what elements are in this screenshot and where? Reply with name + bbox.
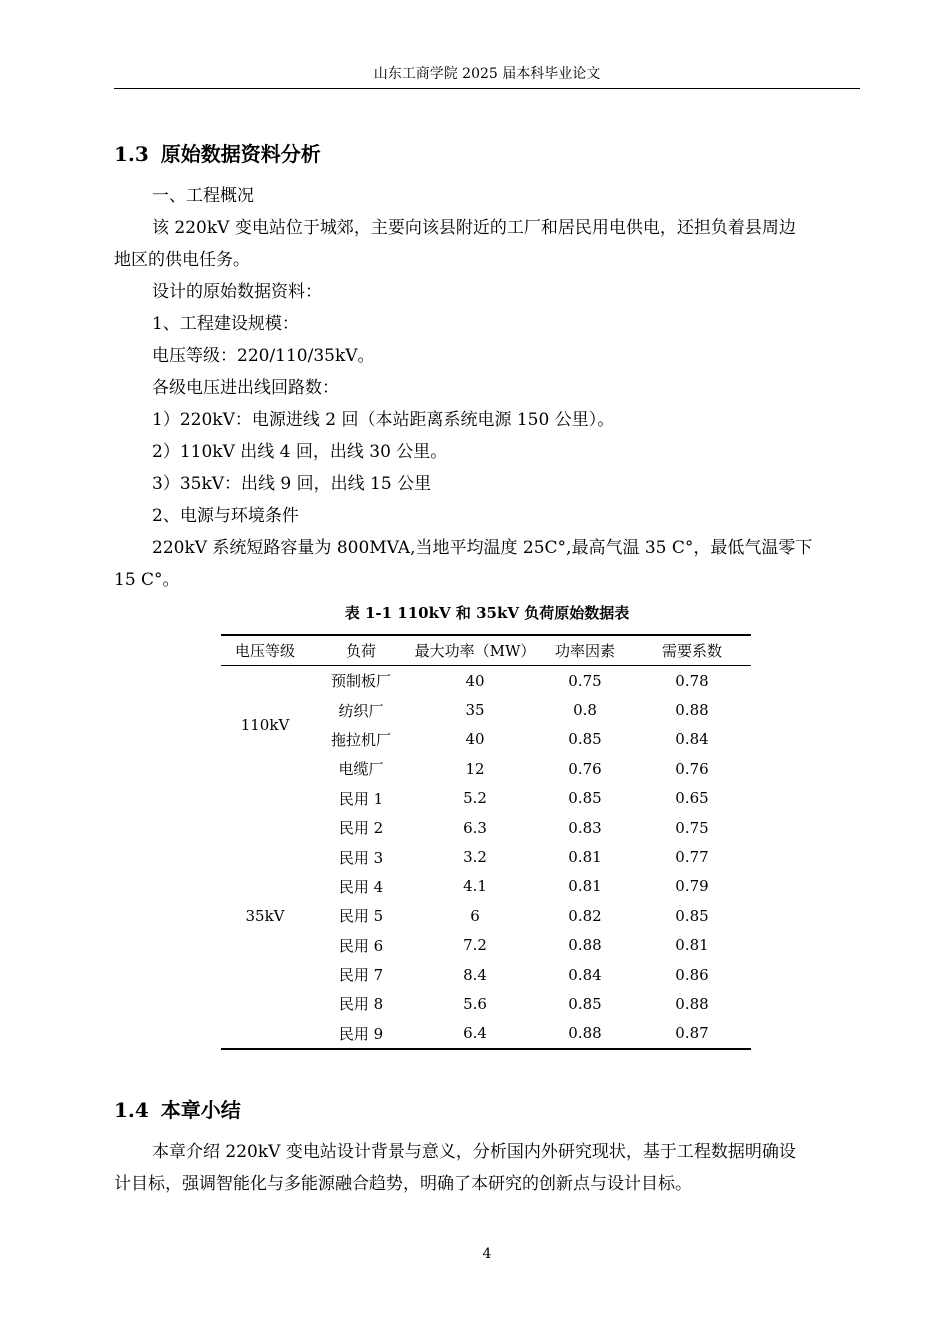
max-power-cell: 6.3 bbox=[463, 818, 487, 837]
max-power-cell: 6.4 bbox=[463, 1024, 487, 1043]
max-power-cell: 5.2 bbox=[463, 789, 487, 808]
demand-factor-cell: 0.79 bbox=[675, 877, 709, 896]
header-rule bbox=[114, 88, 860, 89]
power-factor-cell: 0.85 bbox=[568, 730, 602, 749]
page-number: 4 bbox=[482, 1246, 492, 1262]
demand-factor-cell: 0.88 bbox=[675, 701, 709, 720]
load-name-cell: 民用 6 bbox=[338, 936, 384, 955]
load-data-table bbox=[221, 634, 751, 1050]
demand-factor-cell: 0.81 bbox=[675, 936, 709, 955]
load-name-cell: 拖拉机厂 bbox=[330, 730, 391, 749]
demand-factor-cell: 0.86 bbox=[675, 965, 709, 984]
power-factor-cell: 0.85 bbox=[568, 994, 602, 1013]
load-name-cell: 纺织厂 bbox=[338, 701, 384, 720]
load-name-cell: 民用 7 bbox=[338, 966, 384, 985]
paragraph-line: 220kV 系统短路容量为 800MVA,当地平均温度 25C°,最高气温 35 C°，最低气温零下 bbox=[152, 538, 813, 558]
running-header: 山东工商学院 2025 届本科毕业论文 bbox=[373, 66, 601, 82]
power-factor-cell: 0.75 bbox=[568, 671, 602, 690]
column-header: 电压等级 bbox=[221, 635, 309, 666]
table-row bbox=[221, 666, 751, 696]
paragraph-line: 1）220kV：电源进线 2 回（本站距离系统电源 150 公里）。 bbox=[152, 410, 615, 430]
power-factor-cell: 0.81 bbox=[568, 877, 602, 896]
paragraph-line: 计目标，强调智能化与多能源融合趋势，明确了本研究的创新点与设计目标。 bbox=[114, 1174, 692, 1194]
load-name-cell: 民用 1 bbox=[338, 789, 384, 808]
max-power-cell: 40 bbox=[465, 671, 485, 690]
section-number: 1.3 bbox=[114, 142, 149, 166]
load-name-cell: 民用 3 bbox=[338, 848, 384, 867]
demand-factor-cell: 0.75 bbox=[675, 818, 709, 837]
max-power-cell: 4.1 bbox=[463, 877, 487, 896]
section-heading-1-4 bbox=[114, 1096, 241, 1124]
power-factor-cell: 0.85 bbox=[568, 789, 602, 808]
table-caption: 表 1-1 110kV 和 35kV 负荷原始数据表 bbox=[344, 604, 630, 622]
max-power-cell: 35 bbox=[465, 701, 485, 720]
max-power-cell: 7.2 bbox=[463, 936, 487, 955]
load-name-cell: 预制板厂 bbox=[330, 672, 391, 691]
max-power-cell: 8.4 bbox=[463, 965, 487, 984]
power-factor-cell: 0.82 bbox=[568, 906, 602, 925]
paragraph-line: 2、电源与环境条件 bbox=[152, 506, 299, 526]
column-header: 功率因素 bbox=[537, 635, 633, 666]
load-name-cell: 电缆厂 bbox=[338, 760, 384, 779]
max-power-cell: 6 bbox=[470, 906, 480, 925]
voltage-level-cell: 110kV bbox=[240, 715, 290, 734]
paragraph-line: 地区的供电任务。 bbox=[114, 250, 250, 270]
paragraph-line: 设计的原始数据资料： bbox=[152, 282, 322, 302]
max-power-cell: 12 bbox=[465, 759, 485, 778]
demand-factor-cell: 0.77 bbox=[675, 848, 709, 867]
paragraph-line: 一、工程概况 bbox=[152, 186, 254, 206]
paragraph-line: 3）35kV：出线 9 回，出线 15 公里 bbox=[152, 474, 432, 494]
paragraph-line: 15 C°。 bbox=[114, 570, 180, 590]
demand-factor-cell: 0.85 bbox=[675, 906, 709, 925]
load-name-cell: 民用 8 bbox=[338, 995, 384, 1014]
max-power-cell: 5.6 bbox=[463, 994, 487, 1013]
max-power-cell: 40 bbox=[465, 730, 485, 749]
power-factor-cell: 0.76 bbox=[568, 759, 602, 778]
section-1-4-body bbox=[114, 1136, 860, 1200]
voltage-level-cell: 35kV bbox=[245, 906, 285, 925]
column-header: 负荷 bbox=[309, 635, 413, 666]
paragraph-line: 1、工程建设规模： bbox=[152, 314, 299, 334]
power-factor-cell: 0.81 bbox=[568, 848, 602, 867]
load-name-cell: 民用 5 bbox=[338, 907, 384, 926]
column-header: 需要系数 bbox=[633, 635, 751, 666]
power-factor-cell: 0.88 bbox=[568, 1024, 602, 1043]
demand-factor-cell: 0.76 bbox=[675, 759, 709, 778]
paragraph-line: 电压等级：220/110/35kV。 bbox=[152, 346, 375, 366]
load-name-cell: 民用 9 bbox=[338, 1024, 384, 1043]
section-number: 1.4 bbox=[114, 1098, 149, 1122]
demand-factor-cell: 0.87 bbox=[675, 1024, 709, 1043]
section-title: 本章小结 bbox=[160, 1098, 241, 1122]
section-title: 原始数据资料分析 bbox=[160, 142, 321, 166]
demand-factor-cell: 0.84 bbox=[675, 730, 709, 749]
max-power-cell: 3.2 bbox=[463, 848, 487, 867]
demand-factor-cell: 0.65 bbox=[675, 789, 709, 808]
power-factor-cell: 0.84 bbox=[568, 965, 602, 984]
load-name-cell: 民用 2 bbox=[338, 819, 384, 838]
section-1-3-body bbox=[114, 180, 860, 596]
section-heading-1-3 bbox=[114, 140, 321, 168]
paragraph-line: 该 220kV 变电站位于城郊，主要向该县附近的工厂和居民用电供电，还担负着县周边 bbox=[152, 218, 796, 238]
load-name-cell: 民用 4 bbox=[338, 877, 384, 896]
table-row bbox=[221, 784, 751, 813]
paragraph-line: 2）110kV 出线 4 回，出线 30 公里。 bbox=[152, 442, 448, 462]
power-factor-cell: 0.83 bbox=[568, 818, 602, 837]
column-header: 最大功率（MW） bbox=[413, 635, 537, 666]
table-header-row bbox=[221, 635, 751, 666]
power-factor-cell: 0.8 bbox=[573, 701, 597, 720]
paragraph-line: 各级电压进出线回路数： bbox=[152, 378, 339, 398]
power-factor-cell: 0.88 bbox=[568, 936, 602, 955]
demand-factor-cell: 0.88 bbox=[675, 994, 709, 1013]
paragraph-line: 本章介绍 220kV 变电站设计背景与意义，分析国内外研究现状，基于工程数据明确设 bbox=[152, 1142, 796, 1162]
demand-factor-cell: 0.78 bbox=[675, 671, 709, 690]
